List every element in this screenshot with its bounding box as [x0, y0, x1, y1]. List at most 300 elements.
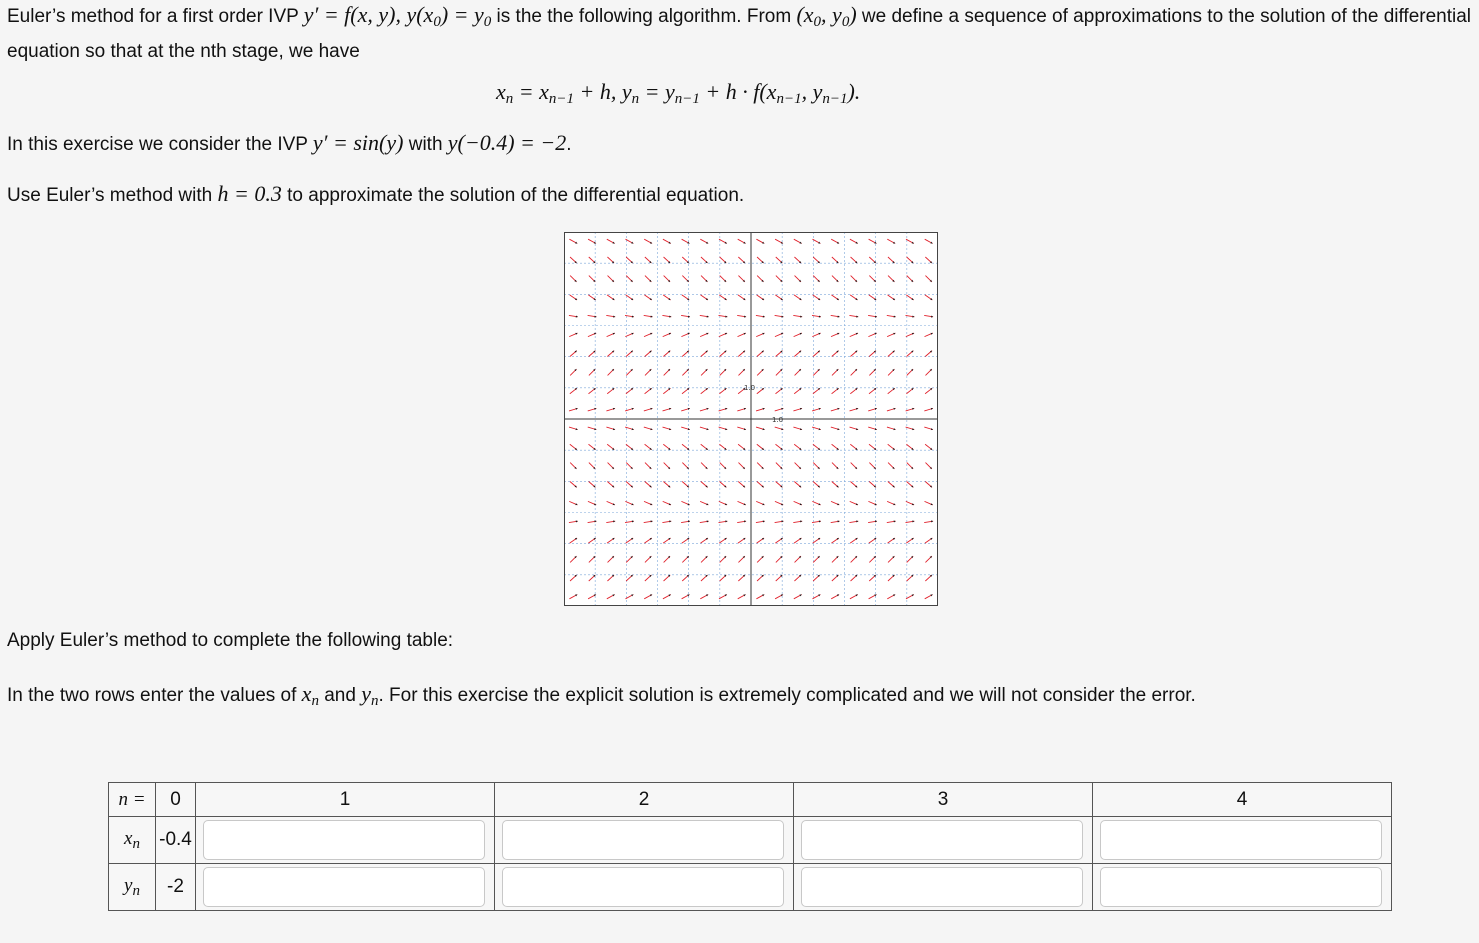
slope-arrow	[645, 575, 652, 581]
slope-arrow	[925, 463, 931, 469]
slope-arrow	[738, 501, 746, 505]
slope-arrow	[570, 538, 577, 543]
slope-arrow	[626, 594, 634, 598]
slope-arrow	[851, 276, 857, 282]
slope-arrow	[700, 520, 709, 522]
slope-arrow	[907, 257, 914, 263]
slope-arrow	[850, 351, 857, 357]
slope-arrow	[719, 538, 726, 543]
slope-arrow	[925, 388, 932, 394]
slope-arrow	[813, 388, 820, 394]
slope-arrow	[569, 333, 577, 337]
slope-arrow	[700, 315, 709, 317]
slope-arrow	[925, 369, 931, 375]
slope-arrow	[907, 556, 913, 562]
slope-arrow	[831, 315, 840, 317]
intro-text-1: Euler’s method for a first order IVP	[7, 6, 304, 27]
slope-arrow	[589, 351, 596, 357]
y-label: $y_n$	[109, 864, 156, 911]
slope-arrow	[588, 538, 595, 543]
slope-arrow	[793, 315, 802, 317]
slope-arrow	[906, 538, 913, 543]
slope-arrow	[570, 556, 576, 562]
slope-arrow	[682, 594, 690, 598]
slope-arrow	[907, 482, 914, 488]
slope-arrow	[756, 239, 764, 243]
slope-arrow	[719, 295, 726, 300]
slope-arrow	[925, 257, 932, 263]
slope-arrow	[794, 594, 802, 598]
slope-arrow	[925, 482, 932, 488]
slope-arrow	[626, 444, 633, 450]
slope-arrow	[757, 575, 764, 581]
slope-arrow	[868, 408, 877, 411]
slope-arrow	[887, 520, 896, 522]
slope-arrow	[681, 315, 690, 317]
slope-arrow	[888, 351, 895, 357]
slope-arrow	[738, 444, 745, 450]
slope-arrow	[869, 388, 876, 394]
slope-arrow	[907, 463, 913, 469]
slope-arrow	[906, 239, 914, 243]
slope-arrow	[737, 427, 746, 430]
slope-arrow	[906, 594, 914, 598]
slope-arrow	[757, 257, 764, 263]
slope-arrow	[795, 556, 801, 562]
slope-arrow	[664, 575, 671, 581]
slope-arrow	[756, 520, 765, 522]
slope-arrow	[869, 538, 876, 543]
slope-arrow	[682, 257, 689, 263]
slope-arrow	[794, 388, 801, 394]
slope-arrow	[775, 427, 784, 430]
slope-arrow	[664, 463, 670, 469]
n-value-3: 3	[794, 783, 1093, 817]
slope-arrow	[813, 276, 819, 282]
slope-arrow	[850, 388, 857, 394]
slope-arrow	[888, 463, 894, 469]
slope-arrow	[589, 482, 596, 488]
slope-arrow	[570, 388, 577, 394]
slope-arrow	[606, 520, 615, 522]
slope-arrow	[831, 594, 839, 598]
slope-arrow	[645, 276, 651, 282]
slope-arrow	[607, 295, 614, 300]
slope-arrow	[644, 333, 652, 337]
slope-arrow	[720, 556, 726, 562]
slope-arrow	[701, 444, 708, 450]
slope-arrow	[869, 351, 876, 357]
slope-arrow	[588, 295, 595, 300]
slope-arrow	[720, 369, 726, 375]
slope-arrow	[589, 444, 596, 450]
slope-arrow	[645, 369, 651, 375]
slope-arrow	[888, 257, 895, 263]
slope-arrow	[756, 333, 764, 337]
slope-arrow	[644, 594, 652, 598]
slope-arrow	[607, 538, 614, 543]
slope-arrow	[794, 239, 802, 243]
slope-field-plot	[564, 232, 938, 606]
slope-arrow	[813, 351, 820, 357]
slope-arrow	[608, 556, 614, 562]
slope-arrow	[756, 427, 765, 430]
slope-arrow	[794, 501, 802, 505]
slope-arrow	[832, 369, 838, 375]
slope-arrow	[570, 295, 577, 300]
slope-arrow	[700, 501, 708, 505]
slope-arrow	[888, 276, 894, 282]
ode-formula: y′ = sin(y)	[312, 130, 404, 155]
slope-arrow	[569, 520, 578, 522]
slope-arrow	[757, 388, 764, 394]
slope-arrow	[738, 257, 745, 263]
slope-arrow	[776, 388, 783, 394]
slope-arrow	[831, 520, 840, 522]
slope-arrow	[737, 408, 746, 411]
slope-arrow	[701, 575, 708, 581]
slope-arrow	[775, 520, 784, 522]
x-input-3[interactable]	[801, 820, 1083, 860]
slope-arrow	[663, 427, 672, 430]
slope-arrow	[720, 463, 726, 469]
slope-arrow	[793, 520, 802, 522]
slope-arrow	[626, 239, 634, 243]
slope-arrow	[700, 427, 709, 430]
slope-arrow	[701, 388, 708, 394]
slope-arrow	[738, 351, 745, 357]
slope-arrow	[887, 315, 896, 317]
slope-arrow	[757, 369, 763, 375]
slope-arrow	[869, 276, 875, 282]
slope-arrow	[606, 408, 615, 411]
y-input-3[interactable]	[801, 867, 1083, 907]
slope-arrow	[757, 444, 764, 450]
euler-table	[108, 782, 1392, 911]
slope-arrow	[682, 369, 688, 375]
slope-arrow	[869, 369, 875, 375]
slope-arrow	[738, 333, 746, 337]
slope-arrow	[794, 444, 801, 450]
slope-arrow	[850, 295, 857, 300]
slope-arrow	[756, 315, 765, 317]
slope-arrow	[851, 463, 857, 469]
slope-arrow	[850, 594, 858, 598]
slope-arrow	[832, 257, 839, 263]
slope-arrow	[813, 575, 820, 581]
slope-arrow	[850, 538, 857, 543]
slope-arrow	[626, 482, 633, 488]
slope-arrow	[794, 333, 802, 337]
slope-arrow	[681, 408, 690, 411]
slope-arrow	[869, 463, 875, 469]
slope-arrow	[663, 333, 671, 337]
slope-arrow	[832, 482, 839, 488]
slope-arrow	[776, 257, 783, 263]
n-row	[109, 783, 1392, 817]
slope-arrow	[756, 594, 764, 598]
slope-arrow	[776, 482, 783, 488]
slope-arrow	[607, 257, 614, 263]
slope-arrow	[588, 520, 597, 522]
slope-arrow	[701, 257, 708, 263]
slope-arrow	[738, 538, 745, 543]
slope-arrow	[569, 427, 578, 430]
slope-arrow	[682, 482, 689, 488]
slope-arrow	[626, 538, 633, 543]
slope-arrow	[738, 295, 745, 300]
slope-arrow	[719, 444, 726, 450]
slope-arrow	[757, 482, 764, 488]
slope-arrow	[924, 520, 933, 522]
slope-arrow	[608, 276, 614, 282]
slope-arrow	[851, 369, 857, 375]
slope-arrow	[813, 594, 821, 598]
n-value-2: 2	[495, 783, 794, 817]
slope-arrow	[795, 369, 801, 375]
slope-arrow	[607, 444, 614, 450]
slope-arrow	[701, 351, 708, 357]
slope-arrow	[664, 276, 670, 282]
slope-arrow	[795, 276, 801, 282]
slope-arrow	[663, 295, 670, 300]
slope-arrow	[737, 520, 746, 522]
slope-arrow	[869, 239, 877, 243]
slope-arrow	[570, 257, 577, 263]
intro-text-2: is the the following algorithm. From	[491, 6, 797, 27]
slope-arrow	[794, 257, 801, 263]
slope-arrow	[869, 575, 876, 581]
y-input-4[interactable]	[1100, 867, 1382, 907]
slope-arrow	[644, 427, 653, 430]
x-input-2[interactable]	[502, 820, 784, 860]
slope-arrow	[888, 388, 895, 394]
slope-arrow	[813, 463, 819, 469]
slope-arrow	[925, 333, 933, 337]
slope-arrow	[831, 295, 838, 300]
slope-arrow	[645, 482, 652, 488]
slope-arrow	[924, 315, 933, 317]
slope-arrow	[776, 276, 782, 282]
slope-arrow	[907, 351, 914, 357]
slope-arrow	[682, 388, 689, 394]
slope-arrow	[850, 427, 859, 430]
slope-arrow	[794, 482, 801, 488]
slope-arrow	[738, 482, 745, 488]
ivp-formula: y′ = f(x, y), $y(x_0) = y_0$	[303, 2, 492, 30]
slope-arrow	[645, 388, 652, 394]
slope-arrow	[907, 575, 914, 581]
slope-arrow	[662, 315, 671, 317]
slope-arrow	[570, 575, 577, 581]
apply-instruction: Apply Euler’s method to complete the following table:	[7, 630, 454, 651]
slope-arrow	[607, 388, 614, 394]
slope-arrow	[645, 556, 651, 562]
slope-arrow	[701, 482, 708, 488]
slope-arrow	[794, 538, 801, 543]
slope-arrow	[869, 556, 875, 562]
slope-arrow	[794, 351, 801, 357]
slope-arrow	[662, 520, 671, 522]
slope-arrow	[701, 538, 708, 543]
slope-arrow	[606, 427, 615, 430]
slope-arrow	[851, 556, 857, 562]
slope-arrow	[887, 408, 896, 411]
slope-arrow	[757, 538, 764, 543]
slope-arrow	[887, 427, 896, 430]
slope-arrow	[645, 351, 652, 357]
slope-arrow	[813, 482, 820, 488]
slope-arrow	[832, 388, 839, 394]
slope-arrow	[868, 427, 877, 430]
slope-arrow	[701, 556, 707, 562]
slope-arrow	[588, 594, 596, 598]
slope-arrow	[645, 463, 651, 469]
slope-arrow	[644, 295, 651, 300]
slope-arrow	[793, 427, 802, 430]
slope-arrow	[888, 556, 894, 562]
slope-arrow	[720, 276, 726, 282]
slope-arrow	[569, 315, 578, 317]
slope-arrow	[664, 369, 670, 375]
slope-arrow	[925, 575, 932, 581]
slope-arrow	[681, 520, 690, 522]
slope-arrow	[569, 594, 577, 598]
slope-arrow	[869, 594, 877, 598]
slope-arrow	[868, 315, 877, 317]
slope-arrow	[682, 463, 688, 469]
x-axis-mark: 1.0	[772, 416, 784, 424]
slope-arrow	[757, 556, 763, 562]
slope-arrow	[663, 444, 670, 450]
slope-arrow	[850, 501, 858, 505]
slope-arrow	[589, 463, 595, 469]
slope-arrow	[663, 501, 671, 505]
slope-arrow	[851, 575, 858, 581]
slope-arrow	[644, 520, 653, 522]
slope-arrow	[850, 239, 858, 243]
slope-arrow	[925, 239, 933, 243]
slope-arrow	[756, 501, 764, 505]
x-row	[109, 817, 1392, 864]
slope-arrow	[831, 501, 839, 505]
slope-arrow	[700, 594, 708, 598]
slope-arrow	[832, 444, 839, 450]
x-value-0: -0.4	[156, 817, 196, 864]
slope-arrow	[738, 575, 745, 581]
slope-arrow	[813, 538, 820, 543]
y-row	[109, 864, 1392, 911]
slope-arrow	[795, 463, 801, 469]
slope-arrow	[663, 538, 670, 543]
slope-arrow	[682, 239, 690, 243]
x-input-1[interactable]	[203, 820, 485, 860]
slope-arrow	[681, 427, 690, 430]
slope-arrow	[850, 408, 859, 411]
slope-arrow	[832, 556, 838, 562]
slope-arrow	[794, 575, 801, 581]
slope-arrow	[570, 369, 576, 375]
slope-arrow	[776, 463, 782, 469]
slope-arrow	[869, 444, 876, 450]
slope-arrow	[849, 315, 858, 317]
slope-arrow	[888, 538, 895, 543]
slope-arrow	[888, 575, 895, 581]
n-label: n =	[109, 783, 156, 817]
slope-arrow	[588, 408, 597, 411]
slope-arrow	[813, 369, 819, 375]
slope-arrow	[607, 333, 615, 337]
slope-arrow	[588, 239, 596, 243]
slope-arrow	[907, 369, 913, 375]
slope-arrow	[832, 351, 839, 357]
slope-arrow	[720, 482, 727, 488]
initial-point: ($x_0$, $y_0$)	[796, 2, 857, 30]
n-value-4: 4	[1093, 783, 1392, 817]
slope-arrow	[626, 463, 632, 469]
slope-arrow	[887, 594, 895, 598]
x-input-4[interactable]	[1100, 820, 1382, 860]
slope-arrow	[663, 594, 671, 598]
method-statement: Use Euler’s method with h = 0.3 to approximate the solution of the differential equation.	[7, 181, 745, 206]
slope-arrow	[850, 444, 857, 450]
slope-arrow	[775, 594, 783, 598]
slope-arrow	[832, 575, 839, 581]
slope-arrow	[589, 257, 596, 263]
slope-arrow	[776, 351, 783, 357]
slope-arrow	[626, 295, 633, 300]
y-value-0: -2	[156, 864, 196, 911]
slope-arrow	[719, 594, 727, 598]
slope-arrow	[569, 408, 578, 411]
slope-arrow	[700, 408, 709, 411]
slope-arrow	[663, 239, 671, 243]
intro-text-3: we define a sequence of approximations to the solution of the differential equation so that at the nth stage, we have	[7, 6, 1472, 62]
slope-arrow	[607, 501, 615, 505]
slope-arrow	[663, 408, 672, 411]
slope-arrow	[626, 351, 633, 357]
slope-arrow	[645, 257, 652, 263]
y-input-2[interactable]	[502, 867, 784, 907]
slope-arrow	[813, 295, 820, 300]
slope-arrow	[663, 482, 670, 488]
slope-arrow	[869, 295, 876, 300]
slope-arrow	[682, 575, 689, 581]
slope-arrow	[720, 257, 727, 263]
slope-arrow	[719, 239, 727, 243]
slope-arrow	[925, 276, 931, 282]
slope-arrow	[569, 239, 577, 243]
slope-arrow	[813, 556, 819, 562]
slope-arrow	[570, 351, 577, 357]
slope-arrow	[719, 388, 726, 394]
slope-arrow	[831, 239, 839, 243]
slope-arrow	[813, 444, 820, 450]
slope-arrow	[570, 482, 577, 488]
slope-arrow	[701, 276, 707, 282]
slope-arrow	[906, 388, 913, 394]
slope-arrow	[813, 257, 820, 263]
euler-equation: xn = xn−1 + h, yn = yn−1 + h · f(xn−1, yn−1).	[496, 79, 861, 107]
slope-arrow	[776, 575, 783, 581]
y-input-1[interactable]	[203, 867, 485, 907]
slope-arrow	[608, 369, 614, 375]
slope-arrow	[887, 239, 895, 243]
slope-arrow	[645, 444, 652, 450]
slope-arrow	[608, 463, 614, 469]
slope-arrow	[664, 257, 671, 263]
slope-arrow	[925, 594, 933, 598]
